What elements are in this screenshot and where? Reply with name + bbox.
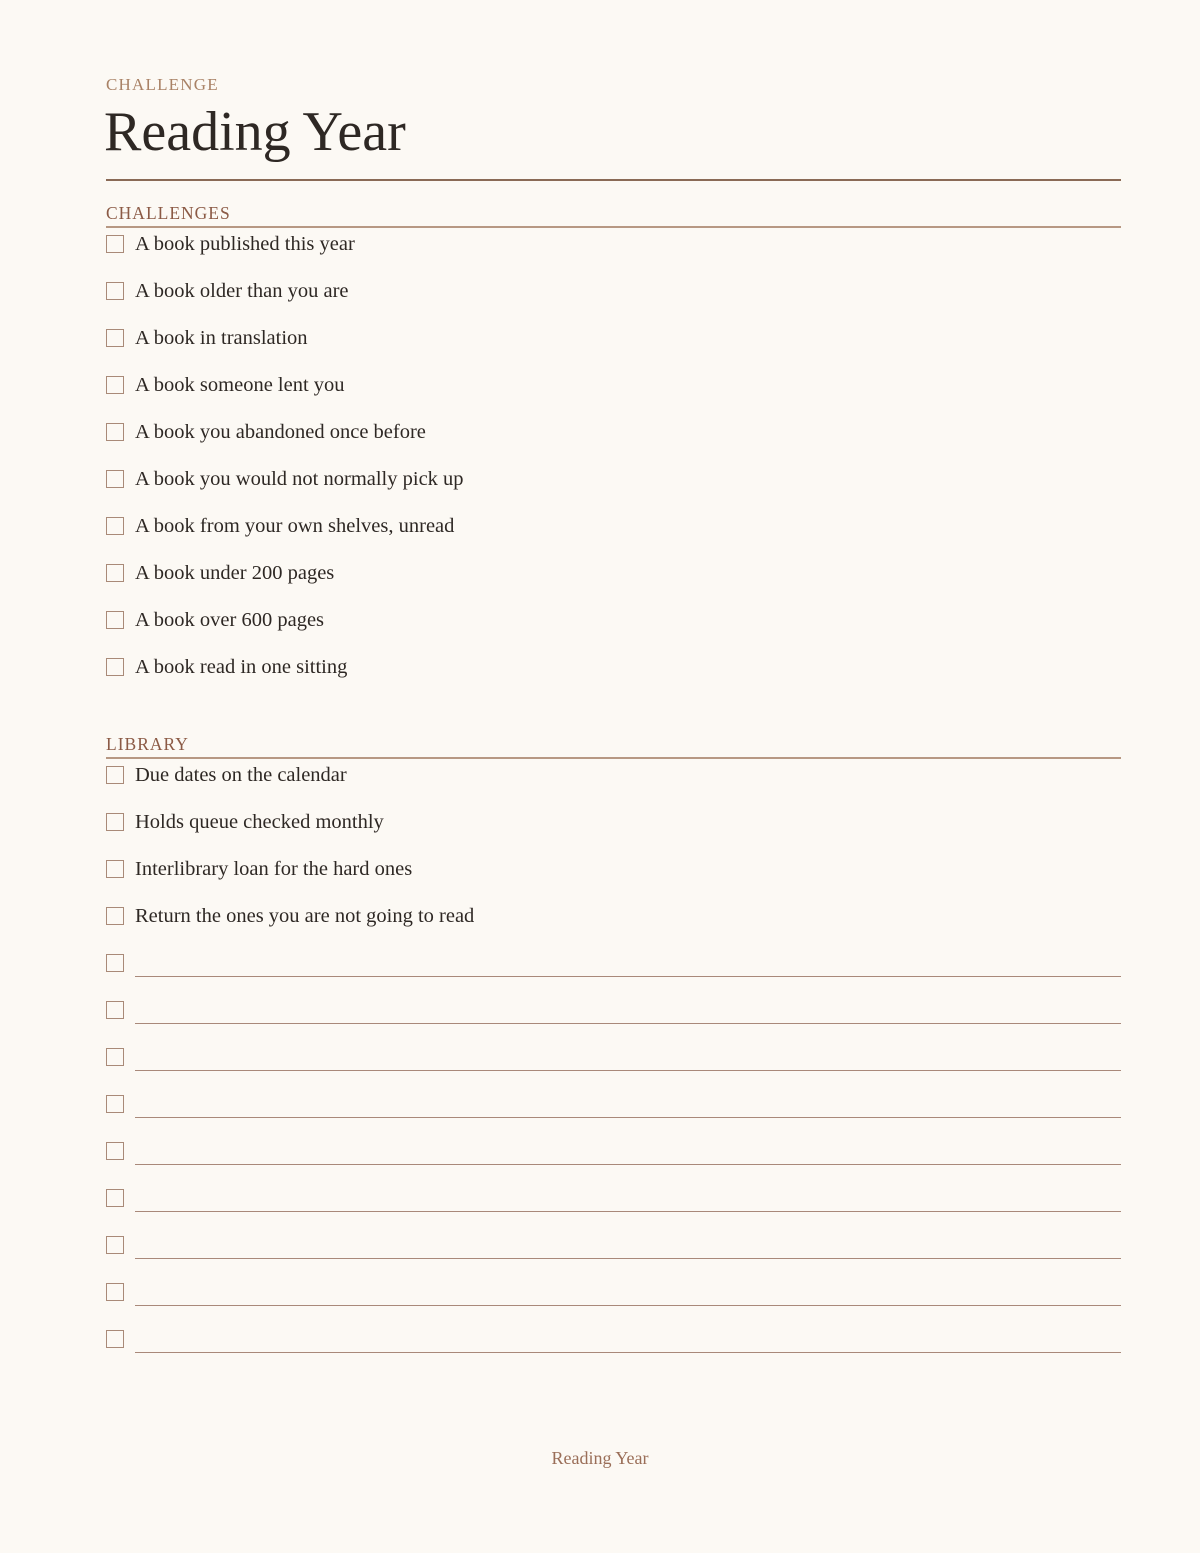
checklist-item-label: A book someone lent you — [135, 374, 345, 396]
checklist-item-label: A book read in one sitting — [135, 656, 348, 678]
checklist-item — [106, 470, 1121, 517]
section-header-challenges — [106, 195, 1121, 228]
checklist-item — [106, 376, 1121, 423]
write-in-line[interactable] — [135, 1117, 1121, 1118]
checkbox[interactable] — [106, 376, 124, 394]
checkbox[interactable] — [106, 907, 124, 925]
checkbox[interactable] — [106, 1001, 124, 1019]
checkbox[interactable] — [106, 423, 124, 441]
section-header-library — [106, 726, 1121, 759]
checklist-item-label: A book from your own shelves, unread — [135, 515, 455, 537]
checklist-item-label: Return the ones you are not going to read — [135, 905, 475, 927]
checklist-item — [106, 907, 1121, 954]
write-in-line[interactable] — [135, 1023, 1121, 1024]
page-title: Reading Year — [104, 101, 406, 163]
blank-checklist-item — [106, 1189, 1121, 1236]
write-in-line[interactable] — [135, 1070, 1121, 1071]
checkbox[interactable] — [106, 766, 124, 784]
blank-checklist-item — [106, 1236, 1121, 1283]
checkbox[interactable] — [106, 564, 124, 582]
checklist-item-label: Due dates on the calendar — [135, 764, 347, 786]
checkbox[interactable] — [106, 1048, 124, 1066]
blank-checklist-item — [106, 1142, 1121, 1189]
checkbox[interactable] — [106, 282, 124, 300]
checklist-item-label: A book you would not normally pick up — [135, 468, 464, 490]
checklist-item — [106, 282, 1121, 329]
page-kicker: CHALLENGE — [106, 75, 219, 94]
checkbox[interactable] — [106, 235, 124, 253]
write-in-line[interactable] — [135, 1352, 1121, 1353]
checklist-item — [106, 658, 1121, 705]
checklist-item-label: A book older than you are — [135, 280, 349, 302]
checkbox[interactable] — [106, 517, 124, 535]
checkbox[interactable] — [106, 813, 124, 831]
section-title-library: LIBRARY — [106, 734, 189, 754]
checkbox[interactable] — [106, 611, 124, 629]
checklist-item — [106, 517, 1121, 564]
checkbox[interactable] — [106, 954, 124, 972]
checklist-item-label: A book under 200 pages — [135, 562, 335, 584]
checkbox[interactable] — [106, 1330, 124, 1348]
checkbox[interactable] — [106, 658, 124, 676]
blank-checklist-item — [106, 1001, 1121, 1048]
checklist-item — [106, 813, 1121, 860]
checklist-item-label: A book published this year — [135, 233, 355, 255]
checkbox[interactable] — [106, 860, 124, 878]
checklist-item — [106, 329, 1121, 376]
checklist-item — [106, 860, 1121, 907]
write-in-line[interactable] — [135, 1211, 1121, 1212]
checkbox[interactable] — [106, 470, 124, 488]
checklist-item-label: A book over 600 pages — [135, 609, 325, 631]
write-in-line[interactable] — [135, 1164, 1121, 1165]
checkbox[interactable] — [106, 1095, 124, 1113]
page-footer: Reading Year — [551, 1448, 649, 1468]
section-title-challenges: CHALLENGES — [106, 203, 231, 223]
checklist-item-label: A book you abandoned once before — [135, 421, 426, 443]
checkbox[interactable] — [106, 1283, 124, 1301]
title-divider — [106, 179, 1121, 181]
checklist-item — [106, 564, 1121, 611]
checkbox[interactable] — [106, 1189, 124, 1207]
checkbox[interactable] — [106, 1142, 124, 1160]
blank-checklist-item — [106, 1330, 1121, 1377]
write-in-line[interactable] — [135, 976, 1121, 977]
blank-checklist-item — [106, 1048, 1121, 1095]
checklist-item-label: Interlibrary loan for the hard ones — [135, 858, 413, 880]
checklist-item — [106, 235, 1121, 282]
checklist-item-label: A book in translation — [135, 327, 308, 349]
blank-checklist-item — [106, 1283, 1121, 1330]
write-in-line[interactable] — [135, 1258, 1121, 1259]
checklist-item — [106, 423, 1121, 470]
checklist-item-label: Holds queue checked monthly — [135, 811, 384, 833]
checklist-item — [106, 766, 1121, 813]
blank-checklist-item — [106, 1095, 1121, 1142]
checkbox[interactable] — [106, 329, 124, 347]
blank-checklist-item — [106, 954, 1121, 1001]
write-in-line[interactable] — [135, 1305, 1121, 1306]
checkbox[interactable] — [106, 1236, 124, 1254]
checklist-item — [106, 611, 1121, 658]
